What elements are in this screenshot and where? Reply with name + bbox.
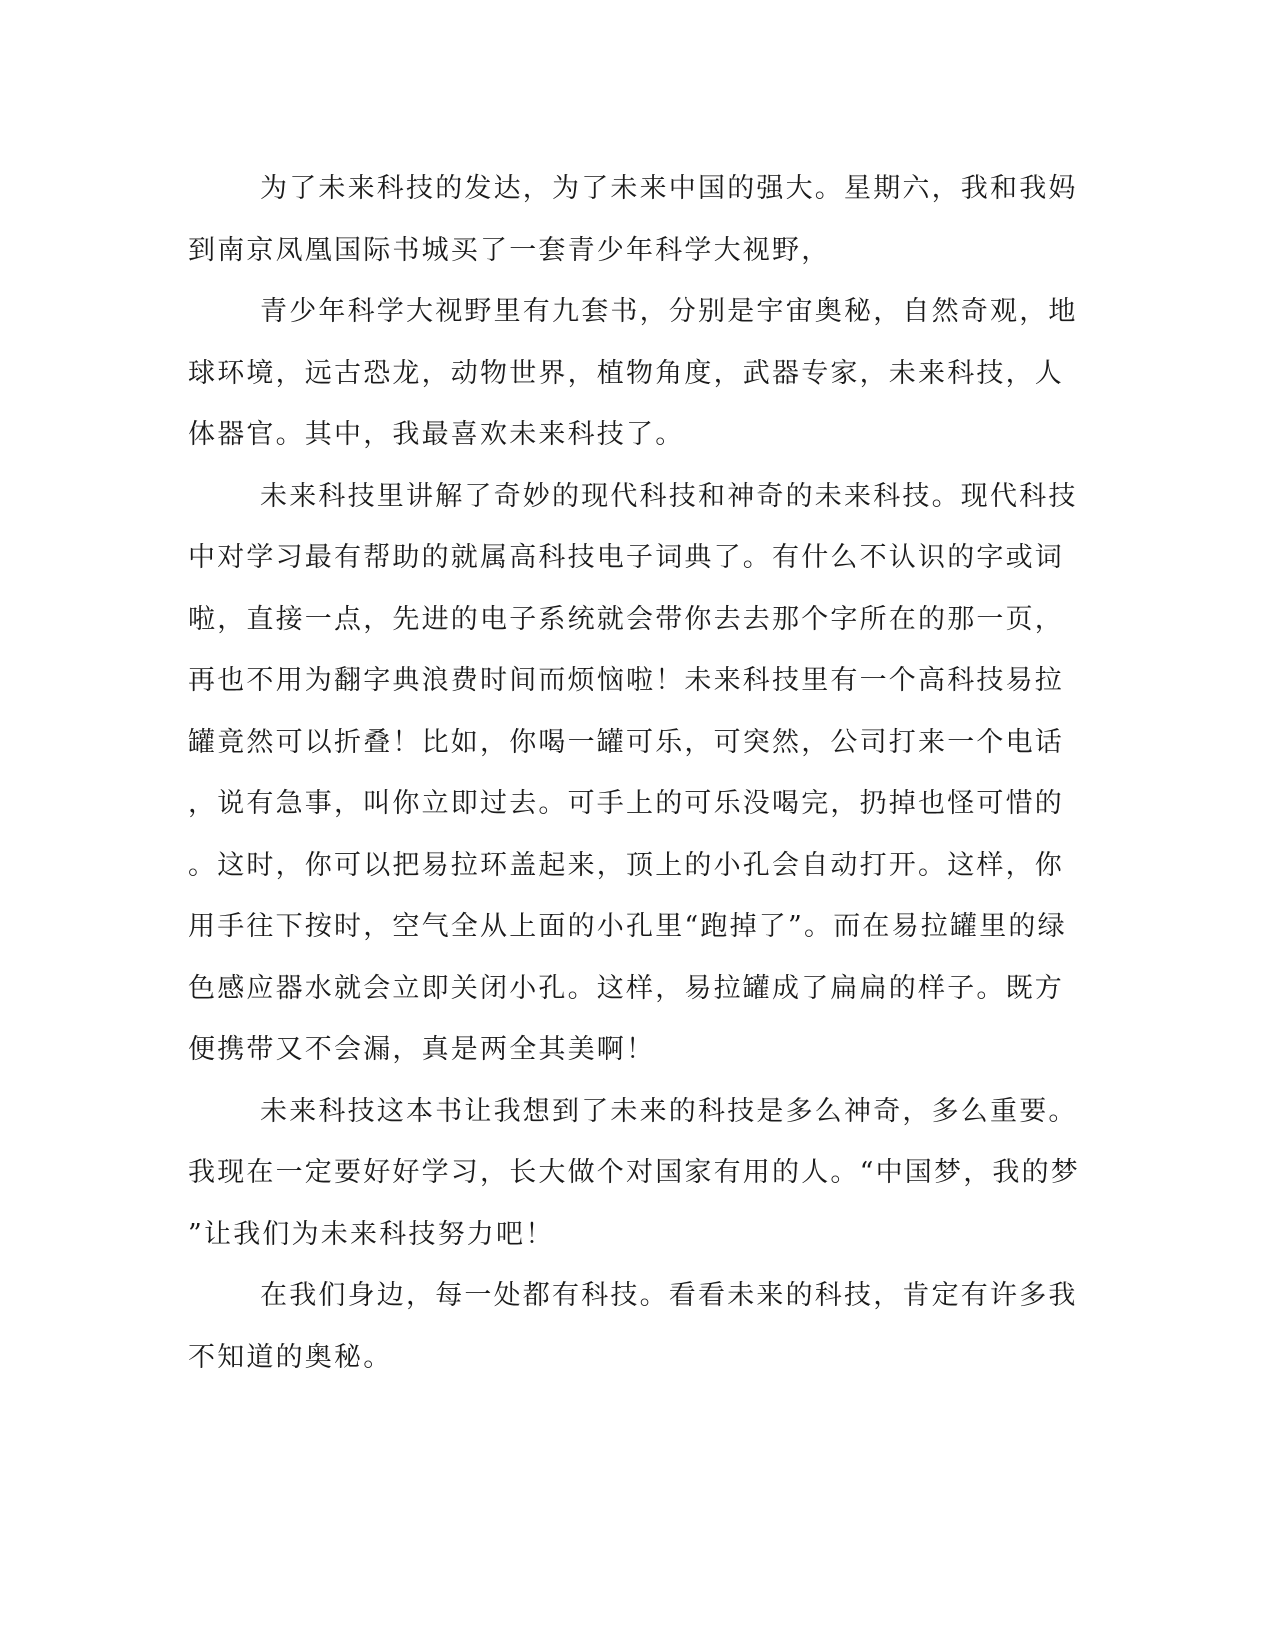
paragraph-line: 到南京凤凰国际书城买了一套青少年科学大视野， [188,234,831,266]
paragraph-4 [188,1081,1081,1266]
paragraph-5 [188,1265,1078,1388]
paragraph-1 [188,158,1078,281]
paragraph-line: 我现在一定要好好学习，长大做个对国家有用的人。“中国梦，我的梦 [188,1157,1081,1188]
paragraph-line: 球环境，远古恐龙，动物世界，植物角度，武器专家，未来科技，人 [188,357,1064,389]
paragraph-line: 未来科技里讲解了奇妙的现代科技和神奇的未来科技。现代科技 [260,480,1078,512]
paragraph-line: 再也不用为翻字典浪费时间而烦恼啦！未来科技里有一个高科技易拉 [188,665,1064,696]
paragraph-line: 为了未来科技的发达，为了未来中国的强大。星期六，我和我妈 [260,173,1078,204]
paragraph-line: 色感应器水就会立即关闭小孔。这样，易拉罐成了扁扁的样子。既方 [188,972,1064,1004]
paragraph-3 [188,466,1078,1081]
paragraph-line: 啦，直接一点，先进的电子系统就会带你去去那个字所在的那一页， [188,603,1064,635]
paragraph-2 [188,281,1078,466]
paragraph-line: 罐竟然可以折叠！比如，你喝一罐可乐，可突然，公司打来一个电话 [188,726,1064,758]
paragraph-line: 未来科技这本书让我想到了未来的科技是多么神奇，多么重要。 [260,1095,1078,1127]
paragraph-line: 不知道的奥秘。 [188,1341,393,1373]
paragraph-line: 青少年科学大视野里有九套书，分别是宇宙奥秘，自然奇观，地 [260,296,1078,327]
paragraph-line: ，说有急事，叫你立即过去。可手上的可乐没喝完，扔掉也怪可惜的 [188,788,1064,819]
paragraph-line: 体器官。其中，我最喜欢未来科技了。 [188,419,685,450]
paragraph-line: 。这时，你可以把易拉环盖起来，顶上的小孔会自动打开。这样，你 [188,849,1064,881]
paragraph-line: 中对学习最有帮助的就属高科技电子词典了。有什么不认识的字或词 [188,542,1064,573]
paragraph-line: ”让我们为未来科技努力吧！ [188,1218,555,1250]
paragraph-line: 在我们身边，每一处都有科技。看看未来的科技，肯定有许多我 [260,1280,1078,1311]
document-body [188,158,1081,1388]
paragraph-line: 便携带又不会漏，真是两全其美啊！ [188,1034,656,1065]
paragraph-line: 用手往下按时，空气全从上面的小孔里“跑掉了”。而在易拉罐里的绿 [188,911,1067,942]
